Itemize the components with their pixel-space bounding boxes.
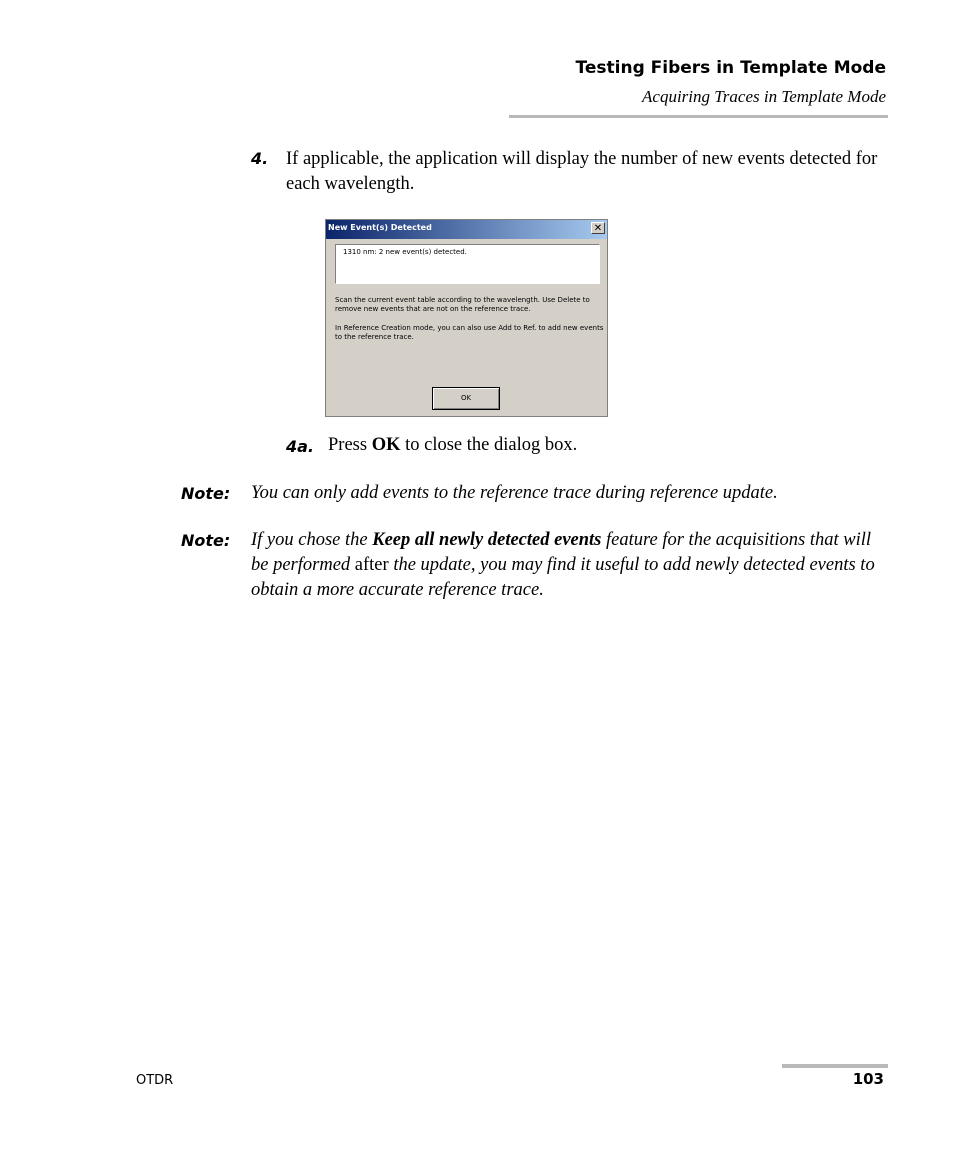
dialog-title: New Event(s) Detected: [328, 223, 432, 232]
note-bold-feature: Keep all newly detected events: [372, 530, 602, 550]
detected-events-text: 1310 nm: 2 new event(s) detected.: [343, 248, 467, 256]
substep-ok-label: OK: [371, 435, 401, 455]
footer-rule: [782, 1064, 888, 1068]
note-text-part3: the update, you may find it useful to add newly detected events to obtain a more accurate reference trace.: [251, 555, 875, 600]
dialog-message-2: In Reference Creation mode, you can also use Add to Ref. to add new events to the reference trace.: [335, 324, 604, 341]
ok-button[interactable]: OK: [432, 387, 500, 410]
note-label: Note:: [181, 484, 231, 503]
note-text-part1: If you chose the: [251, 530, 373, 550]
dialog-message-1: Scan the current event table according to the wavelength. Use Delete to remove new events that are not on the reference trace.: [335, 296, 590, 313]
note-text: [251, 528, 891, 603]
close-icon[interactable]: ✕: [591, 222, 605, 234]
note-label: Note:: [181, 531, 231, 550]
dialog-screenshot: [325, 219, 608, 417]
note-text-part2: feature for the acquisitions that will be performed: [251, 530, 871, 575]
substep-text-after: to close the dialog box.: [400, 435, 578, 455]
note-text: You can only add events to the reference trace during reference update.: [251, 483, 778, 503]
dialog-titlebar: [326, 220, 607, 239]
header-rule: [509, 115, 888, 118]
footer-product: OTDR: [136, 1073, 174, 1088]
step-number: 4.: [251, 149, 269, 168]
substep-number: 4a.: [286, 437, 315, 456]
step-text: If applicable, the application will display the number of new events detected for each wavelength.: [286, 149, 878, 194]
substep-text-before: Press: [328, 435, 372, 455]
header-title: Testing Fibers in Template Mode: [575, 58, 886, 78]
note-upright-word: after: [354, 555, 389, 575]
detected-events-box: [335, 244, 600, 284]
page-number: 103: [852, 1070, 884, 1088]
substep-text: [328, 435, 577, 456]
header-subtitle: Acquiring Traces in Template Mode: [642, 87, 886, 106]
